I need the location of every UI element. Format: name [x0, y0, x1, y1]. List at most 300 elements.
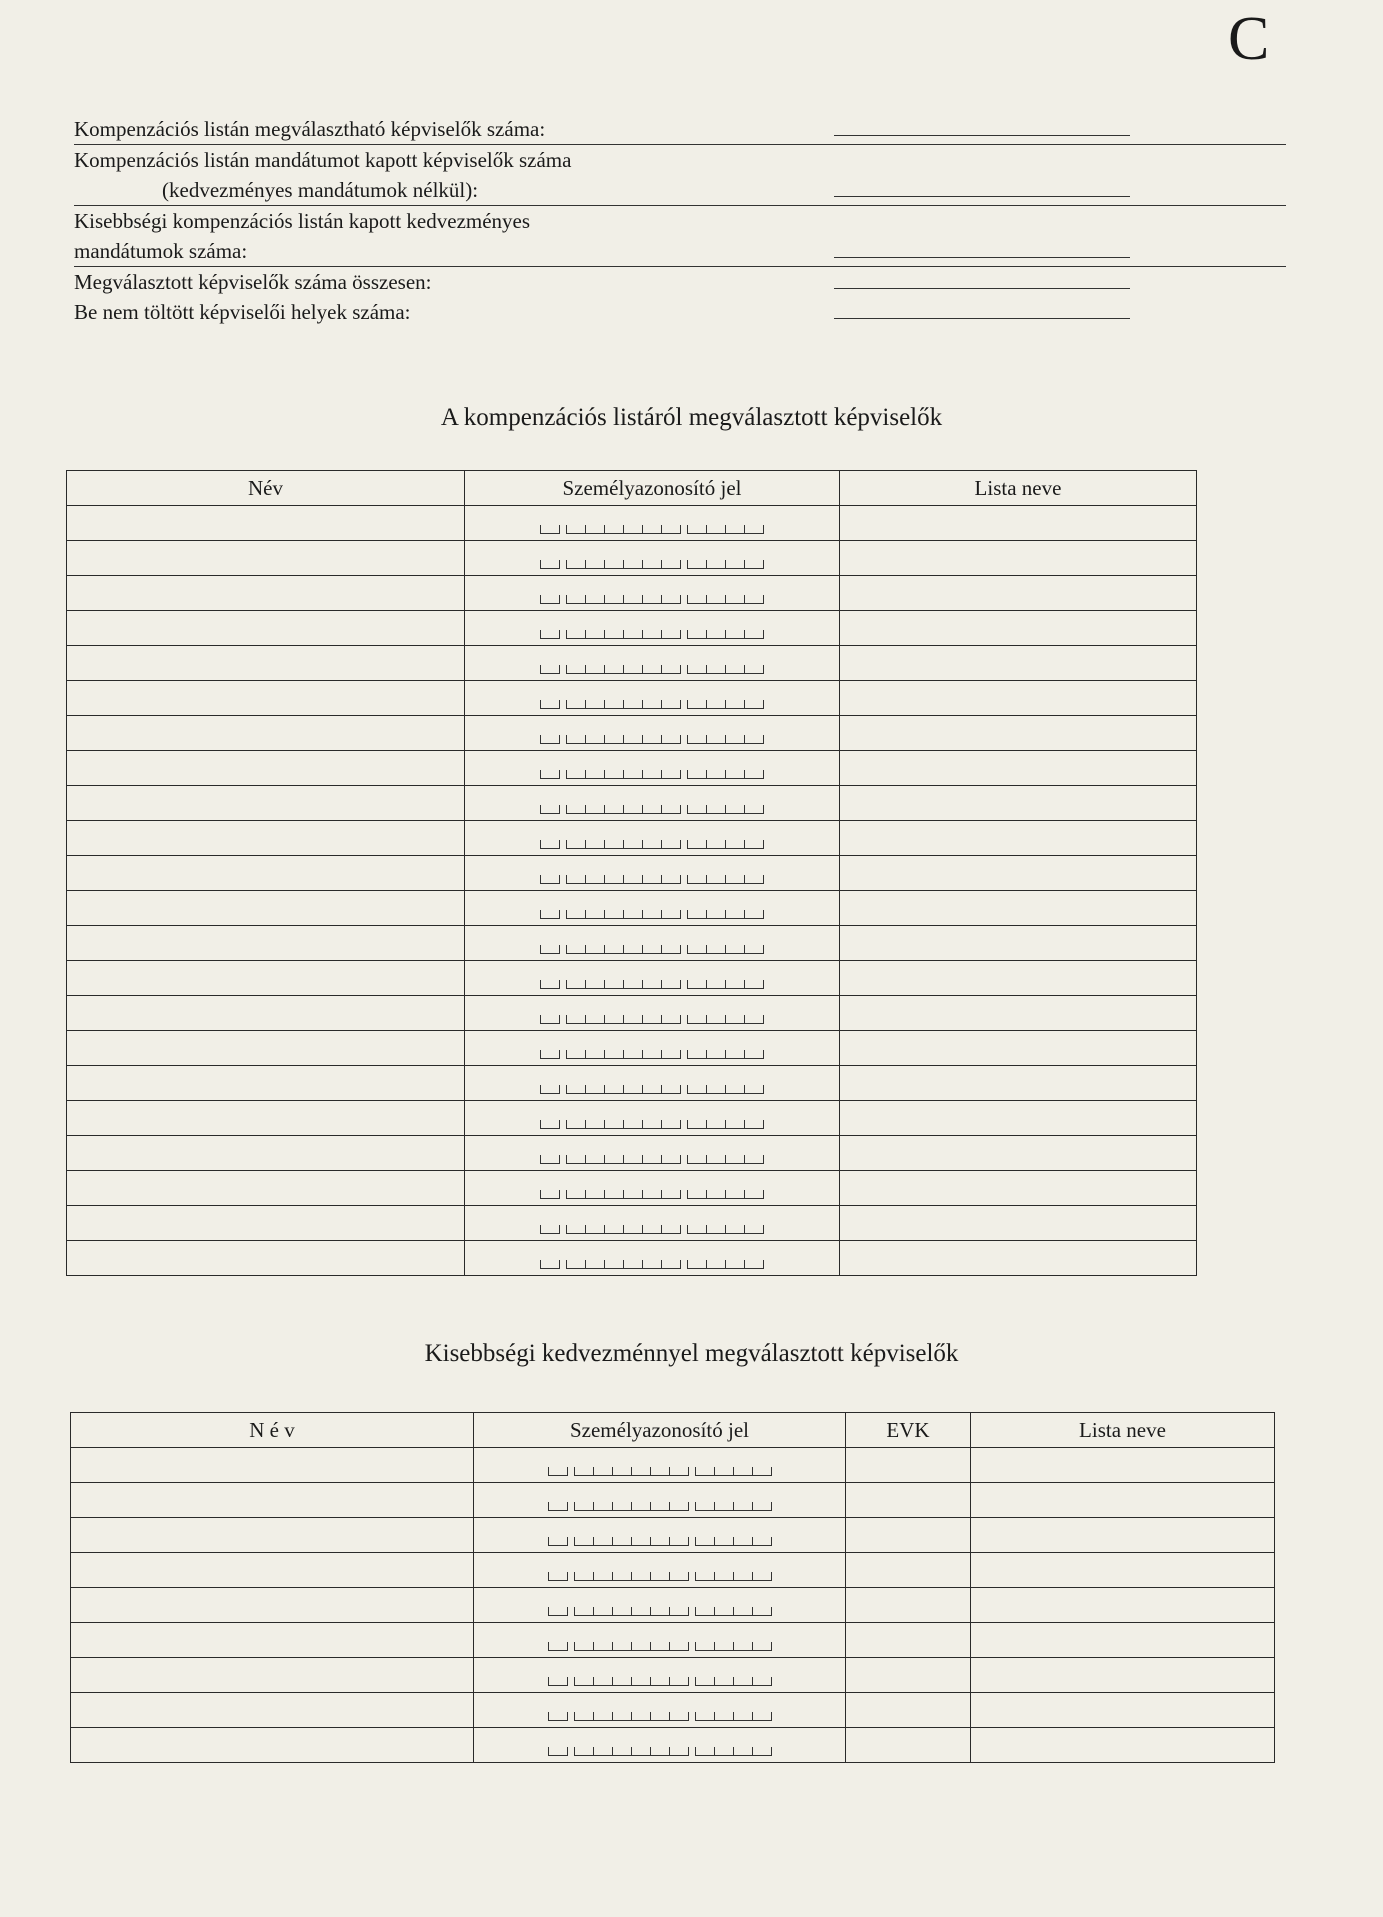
id-digit-cell[interactable] — [548, 1712, 568, 1721]
id-cell[interactable] — [465, 961, 840, 996]
id-digit-cell[interactable] — [661, 595, 681, 604]
id-digit-cell[interactable] — [540, 770, 560, 779]
id-digit-cell[interactable] — [574, 1607, 593, 1616]
id-digit-cell[interactable] — [733, 1572, 752, 1581]
id-digit-cell[interactable] — [566, 840, 585, 849]
id-digit-cell[interactable] — [548, 1572, 568, 1581]
id-digit-cell[interactable] — [744, 1225, 764, 1234]
id-digit-cell[interactable] — [752, 1642, 772, 1651]
id-digit-cell[interactable] — [604, 1050, 623, 1059]
id-digit-cell[interactable] — [725, 910, 744, 919]
id-digit-cell[interactable] — [650, 1502, 669, 1511]
id-digit-cell[interactable] — [650, 1712, 669, 1721]
id-digit-boxes[interactable] — [465, 611, 839, 645]
list-name-cell[interactable] — [840, 576, 1197, 611]
id-digit-cell[interactable] — [566, 1155, 585, 1164]
id-digit-cell[interactable] — [642, 1190, 661, 1199]
id-digit-cell[interactable] — [687, 1120, 706, 1129]
id-digit-cell[interactable] — [714, 1712, 733, 1721]
id-digit-cell[interactable] — [687, 1050, 706, 1059]
id-digit-cell[interactable] — [623, 1015, 642, 1024]
id-digit-cell[interactable] — [642, 840, 661, 849]
id-digit-cell[interactable] — [706, 805, 725, 814]
id-digit-cell[interactable] — [585, 665, 604, 674]
id-cell[interactable] — [465, 1101, 840, 1136]
id-digit-cell[interactable] — [752, 1537, 772, 1546]
id-digit-cell[interactable] — [623, 805, 642, 814]
summary-blank-field[interactable] — [834, 318, 1130, 319]
name-cell[interactable] — [67, 506, 465, 541]
id-digit-boxes[interactable] — [474, 1623, 845, 1657]
id-digit-cell[interactable] — [744, 875, 764, 884]
id-digit-boxes[interactable] — [465, 821, 839, 855]
id-digit-cell[interactable] — [752, 1467, 772, 1476]
id-digit-cell[interactable] — [706, 1085, 725, 1094]
id-digit-cell[interactable] — [585, 805, 604, 814]
id-digit-cell[interactable] — [687, 875, 706, 884]
list-name-cell[interactable] — [840, 1241, 1197, 1276]
id-digit-cell[interactable] — [631, 1642, 650, 1651]
id-digit-cell[interactable] — [593, 1712, 612, 1721]
id-digit-cell[interactable] — [623, 1260, 642, 1269]
id-digit-cell[interactable] — [661, 700, 681, 709]
id-digit-boxes[interactable] — [474, 1518, 845, 1552]
id-cell[interactable] — [474, 1553, 846, 1588]
id-digit-cell[interactable] — [744, 805, 764, 814]
id-digit-cell[interactable] — [623, 980, 642, 989]
id-digit-cell[interactable] — [540, 700, 560, 709]
id-digit-cell[interactable] — [585, 1015, 604, 1024]
id-digit-cell[interactable] — [706, 1015, 725, 1024]
id-digit-cell[interactable] — [642, 700, 661, 709]
id-digit-cell[interactable] — [714, 1747, 733, 1756]
summary-blank-field[interactable] — [834, 196, 1130, 197]
id-digit-cell[interactable] — [725, 980, 744, 989]
id-digit-cell[interactable] — [574, 1747, 593, 1756]
id-cell[interactable] — [465, 681, 840, 716]
id-digit-cell[interactable] — [585, 595, 604, 604]
id-digit-cell[interactable] — [661, 1155, 681, 1164]
id-digit-cell[interactable] — [650, 1537, 669, 1546]
id-digit-cell[interactable] — [642, 1015, 661, 1024]
id-digit-cell[interactable] — [642, 805, 661, 814]
id-digit-cell[interactable] — [604, 840, 623, 849]
list-name-cell[interactable] — [840, 1136, 1197, 1171]
id-digit-cell[interactable] — [661, 1260, 681, 1269]
list-name-cell[interactable] — [971, 1448, 1275, 1483]
id-digit-cell[interactable] — [725, 700, 744, 709]
id-digit-cell[interactable] — [744, 595, 764, 604]
id-digit-cell[interactable] — [548, 1642, 568, 1651]
list-name-cell[interactable] — [840, 751, 1197, 786]
id-digit-cell[interactable] — [604, 980, 623, 989]
id-digit-cell[interactable] — [695, 1537, 714, 1546]
id-digit-cell[interactable] — [706, 1190, 725, 1199]
id-digit-cell[interactable] — [585, 1190, 604, 1199]
id-digit-cell[interactable] — [695, 1747, 714, 1756]
id-cell[interactable] — [474, 1588, 846, 1623]
id-digit-cell[interactable] — [585, 875, 604, 884]
id-digit-cell[interactable] — [540, 1155, 560, 1164]
id-digit-cell[interactable] — [744, 770, 764, 779]
id-digit-cell[interactable] — [669, 1502, 689, 1511]
id-digit-cell[interactable] — [604, 910, 623, 919]
id-digit-cell[interactable] — [752, 1572, 772, 1581]
id-digit-cell[interactable] — [744, 700, 764, 709]
id-digit-cell[interactable] — [604, 1155, 623, 1164]
id-digit-cell[interactable] — [714, 1572, 733, 1581]
list-name-cell[interactable] — [840, 506, 1197, 541]
id-digit-cell[interactable] — [687, 700, 706, 709]
id-digit-cell[interactable] — [540, 840, 560, 849]
id-digit-cell[interactable] — [706, 525, 725, 534]
id-digit-cell[interactable] — [540, 595, 560, 604]
id-digit-cell[interactable] — [540, 1225, 560, 1234]
id-digit-cell[interactable] — [540, 735, 560, 744]
id-digit-boxes[interactable] — [465, 1136, 839, 1170]
id-digit-cell[interactable] — [642, 735, 661, 744]
id-digit-cell[interactable] — [585, 1260, 604, 1269]
id-digit-cell[interactable] — [725, 560, 744, 569]
id-digit-cell[interactable] — [744, 560, 764, 569]
id-digit-boxes[interactable] — [465, 1206, 839, 1240]
id-cell[interactable] — [465, 541, 840, 576]
id-digit-cell[interactable] — [631, 1502, 650, 1511]
id-digit-cell[interactable] — [548, 1467, 568, 1476]
id-digit-cell[interactable] — [612, 1467, 631, 1476]
id-digit-cell[interactable] — [623, 840, 642, 849]
id-digit-cell[interactable] — [593, 1502, 612, 1511]
id-cell[interactable] — [474, 1623, 846, 1658]
name-cell[interactable] — [67, 1031, 465, 1066]
id-cell[interactable] — [465, 856, 840, 891]
id-cell[interactable] — [465, 646, 840, 681]
list-name-cell[interactable] — [840, 646, 1197, 681]
id-digit-cell[interactable] — [540, 630, 560, 639]
list-name-cell[interactable] — [971, 1588, 1275, 1623]
id-digit-cell[interactable] — [585, 980, 604, 989]
id-digit-boxes[interactable] — [465, 1241, 839, 1275]
id-digit-cell[interactable] — [661, 1120, 681, 1129]
id-digit-cell[interactable] — [612, 1747, 631, 1756]
id-digit-cell[interactable] — [744, 735, 764, 744]
id-cell[interactable] — [474, 1728, 846, 1763]
id-digit-cell[interactable] — [661, 770, 681, 779]
id-digit-boxes[interactable] — [465, 926, 839, 960]
id-cell[interactable] — [474, 1693, 846, 1728]
id-digit-cell[interactable] — [669, 1607, 689, 1616]
id-digit-cell[interactable] — [585, 1225, 604, 1234]
id-digit-cell[interactable] — [744, 630, 764, 639]
list-name-cell[interactable] — [840, 716, 1197, 751]
id-digit-cell[interactable] — [714, 1502, 733, 1511]
id-digit-cell[interactable] — [725, 735, 744, 744]
id-digit-cell[interactable] — [725, 875, 744, 884]
id-digit-cell[interactable] — [725, 805, 744, 814]
id-digit-cell[interactable] — [585, 770, 604, 779]
id-digit-cell[interactable] — [631, 1677, 650, 1686]
id-digit-cell[interactable] — [540, 560, 560, 569]
id-digit-cell[interactable] — [566, 560, 585, 569]
list-name-cell[interactable] — [971, 1623, 1275, 1658]
id-digit-cell[interactable] — [714, 1642, 733, 1651]
id-digit-cell[interactable] — [744, 980, 764, 989]
id-digit-cell[interactable] — [725, 770, 744, 779]
name-cell[interactable] — [67, 541, 465, 576]
id-digit-boxes[interactable] — [465, 506, 839, 540]
id-digit-cell[interactable] — [612, 1572, 631, 1581]
id-digit-cell[interactable] — [706, 630, 725, 639]
id-digit-cell[interactable] — [540, 1085, 560, 1094]
id-digit-cell[interactable] — [744, 910, 764, 919]
list-name-cell[interactable] — [840, 821, 1197, 856]
id-digit-cell[interactable] — [642, 665, 661, 674]
id-cell[interactable] — [465, 751, 840, 786]
list-name-cell[interactable] — [971, 1483, 1275, 1518]
id-digit-cell[interactable] — [669, 1467, 689, 1476]
id-digit-cell[interactable] — [650, 1467, 669, 1476]
id-digit-cell[interactable] — [687, 1015, 706, 1024]
id-digit-cell[interactable] — [706, 1120, 725, 1129]
id-digit-cell[interactable] — [540, 980, 560, 989]
id-digit-cell[interactable] — [650, 1607, 669, 1616]
id-digit-cell[interactable] — [566, 700, 585, 709]
name-cell[interactable] — [71, 1518, 474, 1553]
id-digit-cell[interactable] — [661, 735, 681, 744]
id-digit-cell[interactable] — [725, 630, 744, 639]
id-digit-boxes[interactable] — [465, 786, 839, 820]
id-digit-boxes[interactable] — [465, 541, 839, 575]
id-digit-cell[interactable] — [612, 1677, 631, 1686]
id-digit-cell[interactable] — [574, 1677, 593, 1686]
id-digit-cell[interactable] — [631, 1607, 650, 1616]
id-digit-cell[interactable] — [604, 1120, 623, 1129]
id-digit-cell[interactable] — [706, 980, 725, 989]
list-name-cell[interactable] — [971, 1658, 1275, 1693]
id-digit-cell[interactable] — [744, 1155, 764, 1164]
id-digit-cell[interactable] — [706, 560, 725, 569]
id-digit-cell[interactable] — [714, 1537, 733, 1546]
id-digit-cell[interactable] — [706, 840, 725, 849]
id-digit-cell[interactable] — [642, 910, 661, 919]
id-digit-cell[interactable] — [642, 1050, 661, 1059]
id-digit-cell[interactable] — [604, 805, 623, 814]
id-digit-cell[interactable] — [661, 840, 681, 849]
id-digit-cell[interactable] — [725, 665, 744, 674]
id-digit-cell[interactable] — [687, 630, 706, 639]
id-digit-boxes[interactable] — [465, 646, 839, 680]
id-digit-cell[interactable] — [687, 910, 706, 919]
id-digit-cell[interactable] — [744, 1120, 764, 1129]
list-name-cell[interactable] — [840, 996, 1197, 1031]
list-name-cell[interactable] — [840, 1066, 1197, 1101]
id-digit-cell[interactable] — [623, 525, 642, 534]
id-digit-cell[interactable] — [642, 1120, 661, 1129]
id-digit-cell[interactable] — [604, 595, 623, 604]
id-digit-cell[interactable] — [706, 945, 725, 954]
id-digit-cell[interactable] — [585, 945, 604, 954]
list-name-cell[interactable] — [840, 1206, 1197, 1241]
id-digit-boxes[interactable] — [465, 961, 839, 995]
name-cell[interactable] — [67, 576, 465, 611]
id-digit-cell[interactable] — [687, 1260, 706, 1269]
id-digit-cell[interactable] — [744, 1085, 764, 1094]
id-digit-cell[interactable] — [752, 1677, 772, 1686]
name-cell[interactable] — [67, 611, 465, 646]
name-cell[interactable] — [67, 751, 465, 786]
name-cell[interactable] — [67, 1136, 465, 1171]
name-cell[interactable] — [67, 1101, 465, 1136]
id-digit-cell[interactable] — [585, 700, 604, 709]
id-digit-cell[interactable] — [548, 1502, 568, 1511]
id-digit-cell[interactable] — [612, 1642, 631, 1651]
list-name-cell[interactable] — [840, 541, 1197, 576]
id-digit-cell[interactable] — [642, 560, 661, 569]
id-digit-cell[interactable] — [540, 910, 560, 919]
id-digit-cell[interactable] — [566, 945, 585, 954]
id-cell[interactable] — [465, 1066, 840, 1101]
id-digit-cell[interactable] — [661, 665, 681, 674]
id-digit-cell[interactable] — [593, 1607, 612, 1616]
evk-cell[interactable] — [846, 1693, 971, 1728]
id-cell[interactable] — [465, 1136, 840, 1171]
id-digit-cell[interactable] — [669, 1537, 689, 1546]
name-cell[interactable] — [67, 1206, 465, 1241]
summary-blank-field[interactable] — [834, 288, 1130, 289]
id-digit-cell[interactable] — [631, 1712, 650, 1721]
id-digit-cell[interactable] — [540, 525, 560, 534]
id-digit-cell[interactable] — [604, 1085, 623, 1094]
name-cell[interactable] — [71, 1623, 474, 1658]
id-digit-cell[interactable] — [642, 770, 661, 779]
id-digit-cell[interactable] — [744, 1015, 764, 1024]
id-digit-cell[interactable] — [574, 1502, 593, 1511]
list-name-cell[interactable] — [971, 1728, 1275, 1763]
id-digit-cell[interactable] — [604, 630, 623, 639]
name-cell[interactable] — [67, 1241, 465, 1276]
id-digit-cell[interactable] — [669, 1642, 689, 1651]
id-digit-cell[interactable] — [650, 1747, 669, 1756]
evk-cell[interactable] — [846, 1623, 971, 1658]
evk-cell[interactable] — [846, 1483, 971, 1518]
id-digit-cell[interactable] — [706, 735, 725, 744]
id-cell[interactable] — [465, 506, 840, 541]
id-digit-cell[interactable] — [725, 1225, 744, 1234]
id-digit-boxes[interactable] — [465, 1031, 839, 1065]
id-digit-cell[interactable] — [585, 1085, 604, 1094]
name-cell[interactable] — [67, 996, 465, 1031]
id-digit-cell[interactable] — [725, 1050, 744, 1059]
id-digit-cell[interactable] — [642, 1155, 661, 1164]
id-digit-cell[interactable] — [548, 1677, 568, 1686]
id-digit-cell[interactable] — [733, 1467, 752, 1476]
id-digit-cell[interactable] — [733, 1712, 752, 1721]
id-digit-cell[interactable] — [566, 1085, 585, 1094]
id-digit-cell[interactable] — [623, 1225, 642, 1234]
id-digit-cell[interactable] — [566, 1120, 585, 1129]
id-digit-cell[interactable] — [593, 1537, 612, 1546]
id-digit-cell[interactable] — [687, 735, 706, 744]
id-digit-cell[interactable] — [574, 1642, 593, 1651]
id-digit-cell[interactable] — [604, 1260, 623, 1269]
id-digit-cell[interactable] — [695, 1467, 714, 1476]
list-name-cell[interactable] — [971, 1553, 1275, 1588]
list-name-cell[interactable] — [840, 786, 1197, 821]
list-name-cell[interactable] — [840, 1031, 1197, 1066]
id-digit-cell[interactable] — [706, 1225, 725, 1234]
id-digit-cell[interactable] — [733, 1677, 752, 1686]
id-digit-cell[interactable] — [725, 945, 744, 954]
summary-blank-field[interactable] — [834, 257, 1130, 258]
id-digit-cell[interactable] — [744, 840, 764, 849]
id-digit-cell[interactable] — [687, 1190, 706, 1199]
id-digit-cell[interactable] — [623, 735, 642, 744]
id-digit-cell[interactable] — [612, 1502, 631, 1511]
summary-blank-field[interactable] — [834, 135, 1130, 136]
id-digit-cell[interactable] — [687, 945, 706, 954]
id-digit-cell[interactable] — [548, 1747, 568, 1756]
id-digit-cell[interactable] — [744, 1050, 764, 1059]
id-digit-cell[interactable] — [631, 1747, 650, 1756]
id-digit-cell[interactable] — [733, 1537, 752, 1546]
id-digit-cell[interactable] — [585, 525, 604, 534]
id-digit-cell[interactable] — [623, 1120, 642, 1129]
id-digit-cell[interactable] — [669, 1572, 689, 1581]
id-digit-cell[interactable] — [604, 735, 623, 744]
name-cell[interactable] — [71, 1588, 474, 1623]
id-digit-cell[interactable] — [695, 1502, 714, 1511]
list-name-cell[interactable] — [840, 1101, 1197, 1136]
id-digit-cell[interactable] — [540, 1120, 560, 1129]
id-digit-boxes[interactable] — [465, 1066, 839, 1100]
id-digit-cell[interactable] — [661, 1225, 681, 1234]
id-digit-cell[interactable] — [593, 1467, 612, 1476]
id-digit-cell[interactable] — [623, 595, 642, 604]
id-digit-cell[interactable] — [706, 1260, 725, 1269]
id-digit-cell[interactable] — [604, 770, 623, 779]
id-digit-boxes[interactable] — [474, 1588, 845, 1622]
id-digit-cell[interactable] — [661, 1190, 681, 1199]
id-cell[interactable] — [465, 611, 840, 646]
id-cell[interactable] — [465, 1171, 840, 1206]
id-digit-cell[interactable] — [650, 1642, 669, 1651]
id-cell[interactable] — [474, 1448, 846, 1483]
evk-cell[interactable] — [846, 1588, 971, 1623]
id-digit-cell[interactable] — [566, 1225, 585, 1234]
id-digit-cell[interactable] — [585, 840, 604, 849]
id-digit-cell[interactable] — [548, 1607, 568, 1616]
id-digit-cell[interactable] — [661, 945, 681, 954]
id-digit-cell[interactable] — [733, 1502, 752, 1511]
id-digit-cell[interactable] — [612, 1607, 631, 1616]
id-digit-cell[interactable] — [623, 630, 642, 639]
id-digit-cell[interactable] — [661, 560, 681, 569]
id-digit-cell[interactable] — [623, 1050, 642, 1059]
evk-cell[interactable] — [846, 1518, 971, 1553]
id-digit-cell[interactable] — [733, 1747, 752, 1756]
id-digit-cell[interactable] — [752, 1502, 772, 1511]
id-digit-cell[interactable] — [585, 1120, 604, 1129]
id-digit-cell[interactable] — [714, 1607, 733, 1616]
id-digit-cell[interactable] — [669, 1677, 689, 1686]
id-digit-cell[interactable] — [706, 1155, 725, 1164]
list-name-cell[interactable] — [971, 1693, 1275, 1728]
id-digit-cell[interactable] — [540, 1190, 560, 1199]
id-digit-boxes[interactable] — [474, 1448, 845, 1482]
name-cell[interactable] — [67, 646, 465, 681]
id-digit-cell[interactable] — [540, 945, 560, 954]
name-cell[interactable] — [67, 926, 465, 961]
